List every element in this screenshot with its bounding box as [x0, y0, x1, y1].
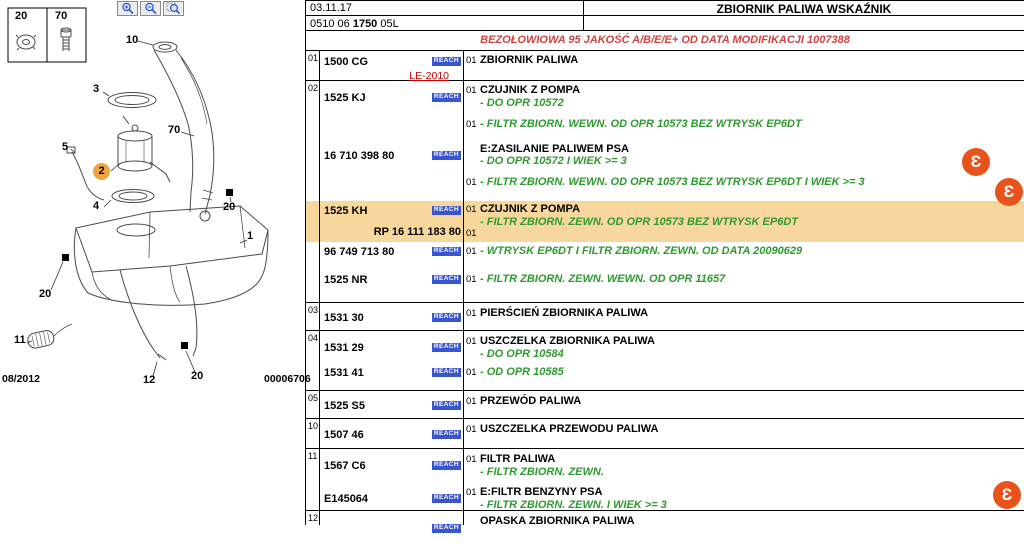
part-number: E145064: [324, 492, 369, 505]
part-number: 1525 S5: [324, 399, 365, 412]
part-note: - DO OPR 10572: [480, 97, 564, 109]
part-number: 1525 KJ: [324, 91, 366, 104]
eurorepar-logo-icon[interactable]: Ɛ: [993, 481, 1021, 509]
qty: 01: [466, 228, 477, 239]
callout-4[interactable]: 4: [93, 200, 100, 212]
part-note: - FILTR ZBIORN. ZEWN. OD OPR 10573 BEZ WTRYSK EP6DT: [480, 216, 799, 228]
reach-badge[interactable]: REACH: [433, 206, 459, 214]
eurorepar-logo-icon[interactable]: Ɛ: [962, 148, 990, 176]
part-number: 1567 C6: [324, 459, 366, 472]
zoom-in-button[interactable]: [117, 1, 138, 16]
part-number: 96 749 713 80: [324, 245, 395, 258]
section-index: 03: [308, 305, 319, 315]
callout-70[interactable]: 70: [168, 124, 181, 136]
reach-badge[interactable]: REACH: [433, 93, 459, 101]
part-row[interactable]: [306, 273, 1024, 286]
reach-badge[interactable]: REACH: [433, 275, 459, 283]
le-2010-link[interactable]: LE-2010: [409, 70, 449, 82]
reach-badge[interactable]: REACH: [433, 524, 459, 532]
part-row[interactable]: [306, 449, 1024, 478]
replacement-part-number: RP 16 111 183 80: [373, 225, 461, 238]
part-row[interactable]: [306, 419, 1024, 440]
callout-20[interactable]: 20: [191, 370, 204, 382]
section-02: [306, 81, 1024, 303]
section-index: 04: [308, 333, 319, 343]
reach-badge[interactable]: REACH: [433, 430, 459, 438]
reach-badge[interactable]: REACH: [433, 368, 459, 376]
qty: 01: [466, 424, 477, 435]
qty: 01: [466, 177, 477, 188]
part-number: 1525 NR: [324, 273, 368, 286]
callout-20[interactable]: 20: [39, 288, 52, 300]
callout-1[interactable]: 1: [247, 230, 254, 242]
part-row[interactable]: [306, 51, 1024, 82]
inset-callout-70[interactable]: 70: [55, 10, 68, 22]
part-title: E:FILTR BENZYNY PSA: [480, 486, 603, 498]
figure-reference: [306, 16, 583, 30]
part-title: CZUJNIK Z POMPA: [480, 84, 581, 96]
section-01: [306, 51, 1024, 81]
part-note: - FILTR ZBIORN. ZEWN. WEWN. OD OPR 11657: [480, 273, 726, 285]
qty: 01: [466, 367, 477, 378]
part-row-selected[interactable]: [306, 201, 1024, 242]
usage-note: BEZOŁOWIOWA 95 JAKOŚĆ A/B/E/E+ OD DATA MODIFIKACJI 1007388: [306, 31, 1024, 51]
part-row[interactable]: [306, 486, 1024, 511]
section-index: 02: [308, 83, 319, 93]
part-row[interactable]: [306, 331, 1024, 360]
header-reference-cell: [306, 1, 584, 30]
eurorepar-logo-icon[interactable]: Ɛ: [995, 178, 1023, 206]
section-index: 12: [308, 513, 319, 523]
ref-suffix: 05L: [380, 18, 399, 30]
section-05: [306, 391, 1024, 419]
callout-12[interactable]: 12: [143, 374, 156, 386]
part-number: 1531 29: [324, 341, 364, 354]
zoom-out-button[interactable]: [140, 1, 161, 16]
section-04: [306, 331, 1024, 391]
part-title: ZBIORNIK PALIWA: [480, 54, 579, 66]
section-10: [306, 419, 1024, 449]
qty: 01: [466, 396, 477, 407]
part-title: USZCZELKA ZBIORNIKA PALIWA: [480, 335, 655, 347]
part-note: - DO OPR 10572 I WIEK >= 3: [480, 155, 627, 167]
part-number: 1531 30: [324, 311, 364, 324]
inset-callout-20[interactable]: 20: [15, 10, 28, 22]
page-title: ZBIORNIK PALIWA WSKAŹNIK: [584, 1, 1024, 16]
reach-badge[interactable]: REACH: [433, 494, 459, 502]
header-title-cell: [584, 1, 1024, 30]
reach-badge[interactable]: REACH: [433, 401, 459, 409]
callout-3[interactable]: 3: [93, 83, 100, 95]
part-row[interactable]: [306, 245, 1024, 258]
part-number: 1525 KH: [324, 204, 368, 217]
part-row[interactable]: [306, 143, 1024, 189]
callout-11[interactable]: 11: [14, 334, 26, 346]
ref-code: 1750: [352, 18, 378, 30]
part-number: 1500 CG: [324, 55, 369, 68]
fuel-tank-diagram: [0, 0, 305, 525]
reach-badge[interactable]: REACH: [433, 247, 459, 255]
part-title: CZUJNIK Z POMPA: [480, 203, 581, 215]
part-row[interactable]: [306, 366, 1024, 379]
reach-badge[interactable]: REACH: [433, 151, 459, 159]
qty: 01: [466, 274, 477, 285]
magnifier-minus-icon: [144, 2, 158, 15]
section-11: [306, 449, 1024, 511]
part-title: USZCZELKA PRZEWODU PALIWA: [480, 423, 659, 435]
part-title: OPASKA ZBIORNIKA PALIWA: [480, 515, 635, 527]
part-note: - WTRYSK EP6DT I FILTR ZBIORN. ZEWN. OD DATA 20090629: [480, 245, 803, 257]
qty: 01: [466, 85, 477, 96]
table-header: [306, 1, 1024, 31]
part-note: - DO OPR 10584: [480, 348, 564, 360]
diagram-date: 08/2012: [2, 373, 40, 385]
magnifier-area-icon: [166, 2, 181, 15]
part-note: - FILTR ZBIORN. WEWN. OD OPR 10573 BEZ WTRYSK EP6DT: [480, 118, 802, 130]
qty: 01: [466, 204, 477, 215]
index-column-divider: [319, 51, 320, 525]
callout-10[interactable]: 10: [126, 34, 139, 46]
part-row[interactable]: [306, 511, 1024, 534]
section-index: 05: [308, 393, 319, 403]
qty: 01: [466, 336, 477, 347]
diagram-panel: [0, 0, 311, 525]
qty: 01: [466, 487, 477, 498]
section-index: 10: [308, 421, 319, 431]
part-title: PRZEWÓD PALIWA: [480, 395, 582, 407]
ref-prefix: 0510 06: [310, 18, 350, 30]
reach-badge[interactable]: REACH: [433, 57, 459, 65]
qty: 01: [466, 246, 477, 257]
part-number: 1531 41: [324, 366, 364, 379]
part-note: - OD OPR 10585: [480, 366, 564, 378]
qty: 01: [466, 454, 477, 465]
part-number: 16 710 398 80: [324, 149, 395, 162]
callout-20[interactable]: 20: [223, 201, 236, 213]
part-note: - FILTR ZBIORN. ZEWN.: [480, 466, 604, 478]
part-row[interactable]: [306, 391, 1024, 411]
qty: 01: [466, 308, 477, 319]
reach-badge[interactable]: REACH: [433, 343, 459, 351]
section-12: [306, 511, 1024, 551]
callout-2-selected[interactable]: 2: [93, 163, 110, 180]
section-index: 01: [308, 53, 319, 63]
section-03: [306, 303, 1024, 331]
qty: 01: [466, 55, 477, 66]
reach-badge[interactable]: REACH: [433, 313, 459, 321]
part-number: 1507 46: [324, 428, 364, 441]
section-index: 11: [308, 451, 318, 461]
magnifier-plus-icon: [121, 2, 135, 15]
zoom-area-button[interactable]: [163, 1, 184, 16]
part-row[interactable]: [306, 81, 1024, 131]
part-row[interactable]: [306, 303, 1024, 323]
parts-list: [306, 51, 1024, 532]
parts-table: [305, 0, 1024, 532]
reach-badge[interactable]: REACH: [433, 461, 459, 469]
part-note: - FILTR ZBIORN. ZEWN. I WIEK >= 3: [480, 499, 667, 511]
part-title: PIERŚCIEŃ ZBIORNIKA PALIWA: [480, 307, 649, 319]
catalog-date: 03.11.17: [306, 1, 583, 16]
part-column-divider: [463, 51, 464, 525]
part-title: E:ZASILANIE PALIWEM PSA: [480, 143, 629, 155]
part-title: FILTR PALIWA: [480, 453, 556, 465]
part-note: - FILTR ZBIORN. WEWN. OD OPR 10573 BEZ WTRYSK EP6DT I WIEK >= 3: [480, 176, 865, 188]
qty: 01: [466, 119, 477, 130]
diagram-image-number: 00006706: [264, 373, 311, 385]
callout-5[interactable]: 5: [62, 141, 69, 153]
zoom-toolbar: [117, 1, 184, 16]
